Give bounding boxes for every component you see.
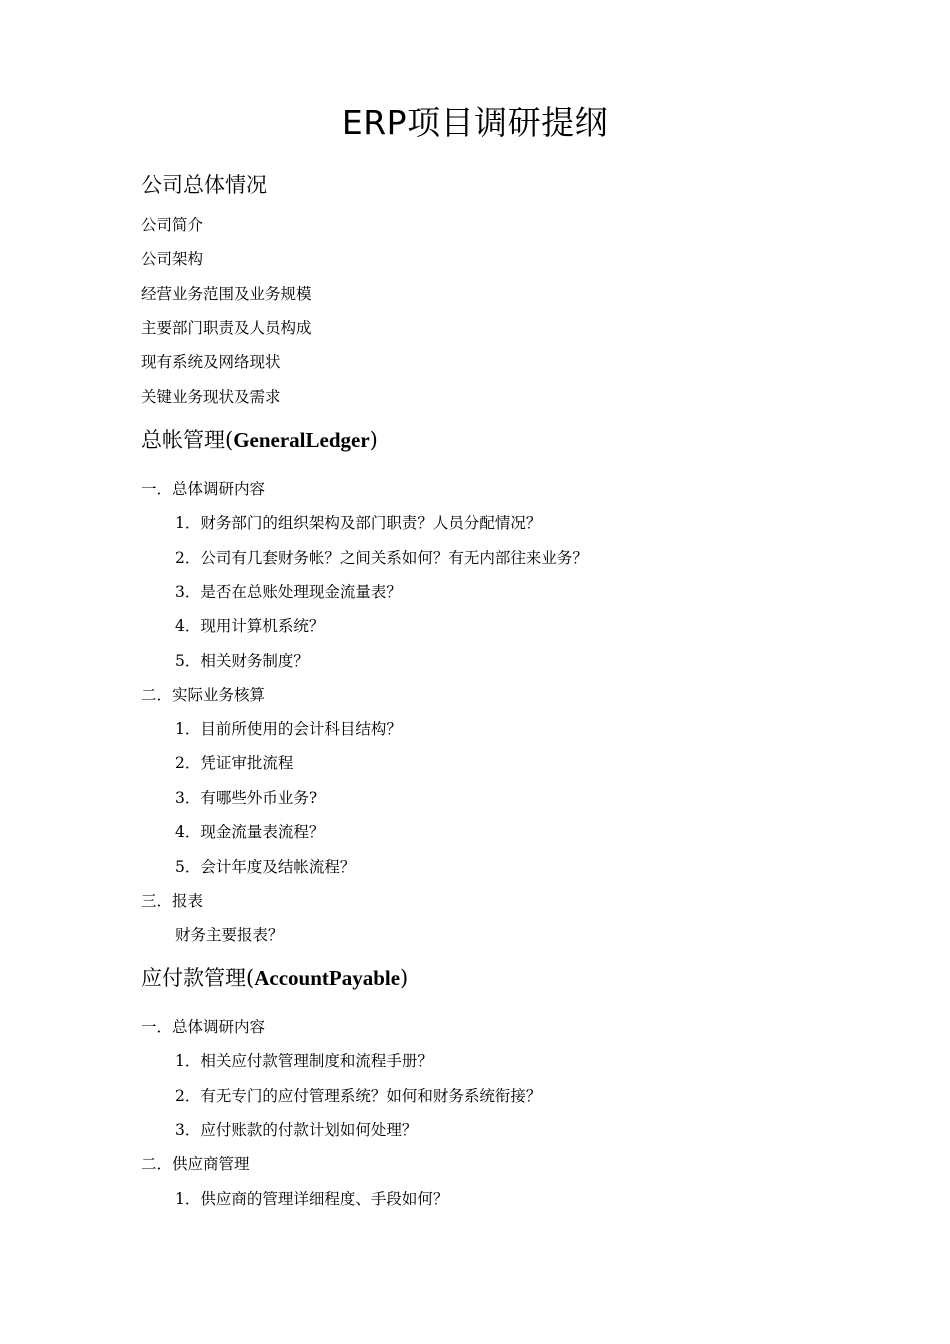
list-item: 1．相关应付款管理制度和流程手册？ [175,1052,433,1070]
list-item: 5．相关财务制度？ [175,652,309,670]
list-item: 2．有无专门的应付管理系统？如何和财务系统衔接？ [175,1087,542,1105]
list-item: 2．公司有几套财务帐？之间关系如何？有无内部往来业务？ [175,549,588,567]
list-item: 财务主要报表？ [175,926,284,944]
list-item: 现有系统及网络现状 [141,353,281,371]
subsection-label: 一．总体调研内容 [141,1018,266,1036]
list-item: 关键业务现状及需求 [141,388,281,406]
list-item: 主要部门职责及人员构成 [141,319,312,337]
list-item: 2．凭证审批流程 [175,754,294,772]
heading-text-en: AccountPayable [254,966,401,990]
section-heading-general-ledger [141,425,378,455]
list-item: 公司架构 [141,250,204,268]
list-item: 1．供应商的管理详细程度、手段如何？ [175,1190,449,1208]
list-item: 4．现金流量表流程？ [175,823,325,841]
list-item: 3．有哪些外币业务? [175,789,318,807]
document-title: ERP项目调研提纲 [341,103,609,142]
subsection-label: 二．实际业务核算 [141,686,266,704]
subsection-label: 二．供应商管理 [141,1155,250,1173]
heading-text-cn: 应付款管理( [141,966,255,990]
heading-text-cn: 总帐管理( [141,428,234,452]
list-item: 4．现用计算机系统？ [175,617,325,635]
section-heading-company-overview: 公司总体情况 [141,173,267,197]
list-item: 公司简介 [141,216,204,234]
list-item: 经营业务范围及业务规模 [141,285,312,303]
subsection-label: 三．报表 [141,892,204,910]
list-item: 1．目前所使用的会计科目结构？ [175,720,402,738]
heading-text-en: GeneralLedger [233,428,370,452]
subsection-label: 一．总体调研内容 [141,480,266,498]
list-item: 1．财务部门的组织架构及部门职责？人员分配情况？ [175,514,542,532]
list-item: 5．会计年度及结帐流程？ [175,858,356,876]
list-item: 3．应付账款的付款计划如何处理？ [175,1121,418,1139]
heading-text-end: ) [400,966,409,990]
list-item: 3．是否在总账处理现金流量表？ [175,583,402,601]
section-heading-accounts-payable [141,963,408,993]
heading-text-end: ) [369,428,378,452]
